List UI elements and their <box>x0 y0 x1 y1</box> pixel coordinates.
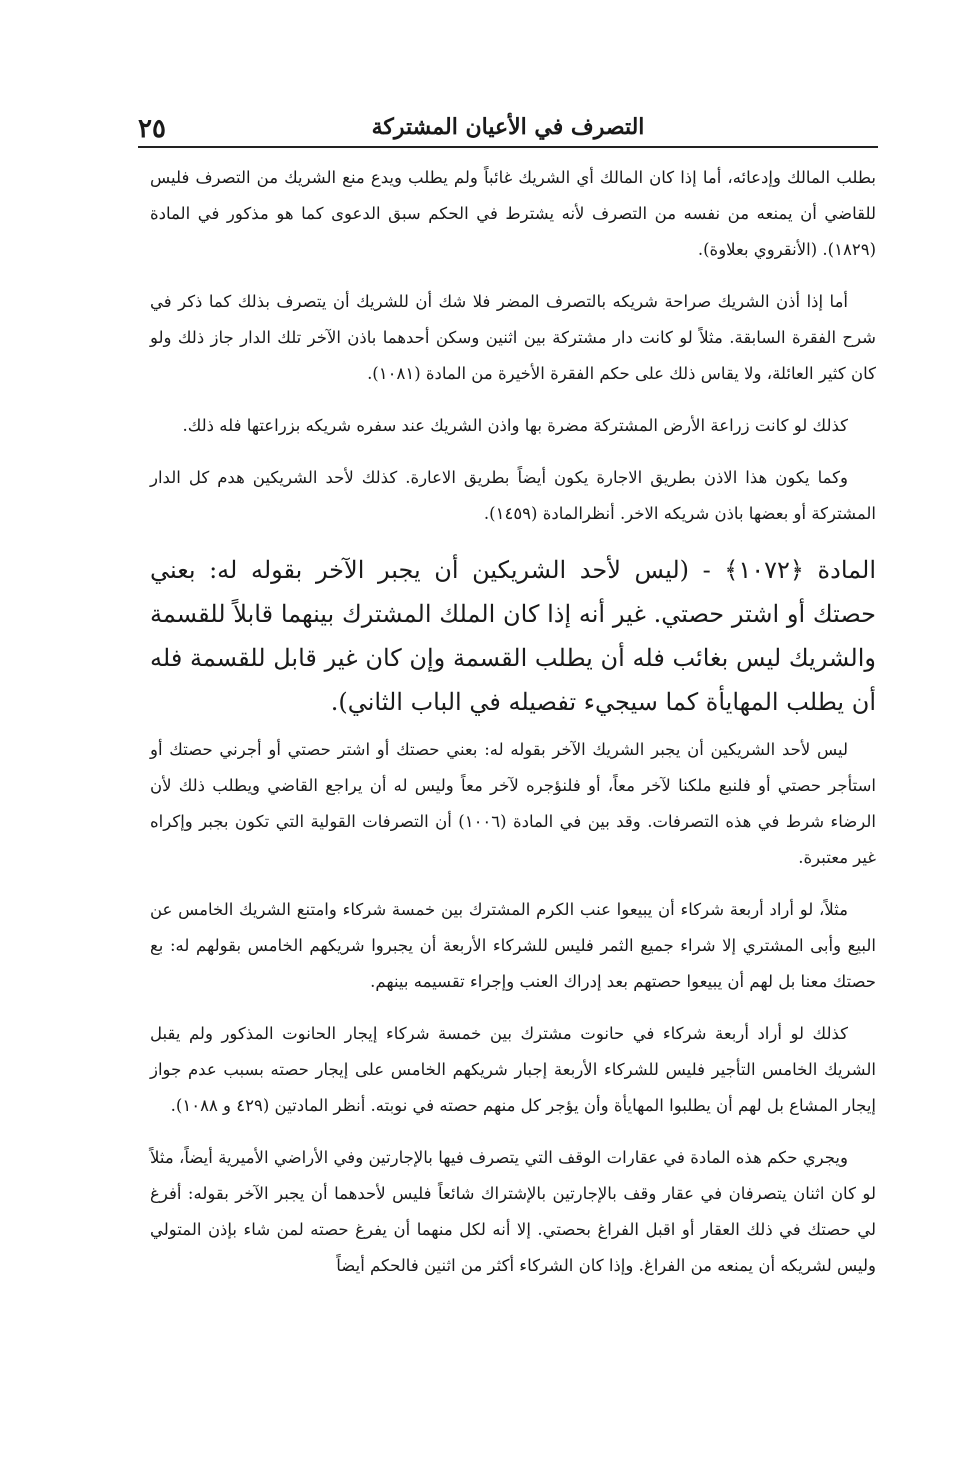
article-text: المادة ﴿١٠٧٢﴾ - (ليس لأحد الشريكين أن يجبر الآخر بقوله له: بعني حصتك أو اشتر حصتي. غير أنه إذا كان الملك المشترك بينهما قابلاً للقسمة والشريك ليس بغائب فله أن يطلب القسمة وإن كان غير قابل للقسمة فله أن يطلب المهايأة كما سيجيء تفصيله في الباب الثاني). <box>150 556 876 716</box>
commentary-paragraph: ويجري حكم هذه المادة في عقارات الوقف التي يتصرف فيها بالإجارتين وفي الأراضي الأميرية أيضاً، مثلاً لو كان اثنان يتصرفان في عقار وقف بالإجارتين بالإشتراك شائعاً فليس لأحدهما أن يجبر الآخر بقوله: أفرغ لي حصتك في ذلك العقار أو اقبل الفراغ بحصتي. إلا أنه لكل منهما أن يفرغ حصته لمن شاء بإذن المتولي وليس لشريكه أن يمنعه من الفراغ. وإذا كان الشركاء أكثر من اثنين فالحكم أيضاً <box>150 1148 876 1275</box>
page-number: ٢٥ <box>138 114 166 144</box>
page-header <box>138 108 878 144</box>
paragraph: أما إذا أذن الشريك صراحة شريكه بالتصرف المضر فلا شك أن للشريك أن يتصرف بذلك كما ذكر في شرح الفقرة السابقة. مثلاً لو كانت دار مشتركة بين اثنين وسكن أحدهما باذن الآخر تلك الدار جاز ذلك ولو كان كثير العائلة، ولا يقاس ذلك على حكم الفقرة الأخيرة من المادة (١٠٨١). <box>150 292 876 383</box>
paragraph: كذلك لو كانت زراعة الأرض المشتركة مضرة بها واذن الشريك عند سفره شريكه بزراعتها فله ذلك. <box>182 416 848 435</box>
header-divider <box>138 146 878 148</box>
commentary-paragraph: مثلاً، لو أراد أربعة شركاء أن يبيعوا عنب الكرم المشترك بين خمسة شركاء وامتنع الشريك الخامس عن البيع وأبى المشتري إلا شراء جميع الثمر فليس للشركاء الأربعة أن يجبروا شريكهم الخامس بقولهم له: بع حصتك معنا بل لهم أن يبيعوا حصتهم بعد إدراك العنب وإجراء تقسيمه بينهم. <box>150 900 876 991</box>
commentary-paragraph: ليس لأحد الشريكين أن يجبر الشريك الآخر بقوله له: بعني حصتك أو اشتر حصتي أو أجرني حصتك أو استأجر حصتي أو فلنبع ملكنا لآخر معاً، أو فلنؤجره لآخر معاً وليس له أن يراجع القاضي ويطلب ذلك لأن الرضاء شرط في هذه التصرفات. وقد بين في المادة (١٠٠٦) أن التصرفات القولية التي تكون بجبر وإكراه غير معتبرة. <box>150 740 876 867</box>
commentary-paragraph: كذلك لو أراد أربعة شركاء في حانوت مشترك بين خمسة شركاء إيجار الحانوت المذكور ولم يقبل الشريك الخامس التأجير فليس للشركاء الأربعة إجبار شريكهم الخامس على إيجار حصته بسبب عدم جواز إيجار المشاع بل لهم أن يطلبوا المهايأة وأن يؤجر كل منهم حصته في نوبته. أنظر المادتين (٤٢٩ و ١٠٨٨). <box>150 1024 876 1115</box>
paragraph: وكما يكون هذا الاذن بطريق الاجارة يكون أيضاً بطريق الاعارة. كذلك لأحد الشريكين هدم كل الدار المشتركة أو بعضها باذن شريكه الاخر. أنظرالمادة (١٤٥٩). <box>150 468 876 523</box>
running-title: التصرف في الأعيان المشتركة <box>371 114 645 140</box>
page-body <box>150 160 876 1300</box>
paragraph: بطلب المالك وإدعائه، أما إذا كان المالك أي الشريك غائباً ولم يطلب ويدع منع الشريك من التصرف فليس للقاضي أن يمنعه من نفسه من التصرف لأنه يشترط في الحكم سبق الدعوى كما هو مذكور في المادة (١٨٢٩). (الأنقروي بعلاوة). <box>150 168 876 259</box>
